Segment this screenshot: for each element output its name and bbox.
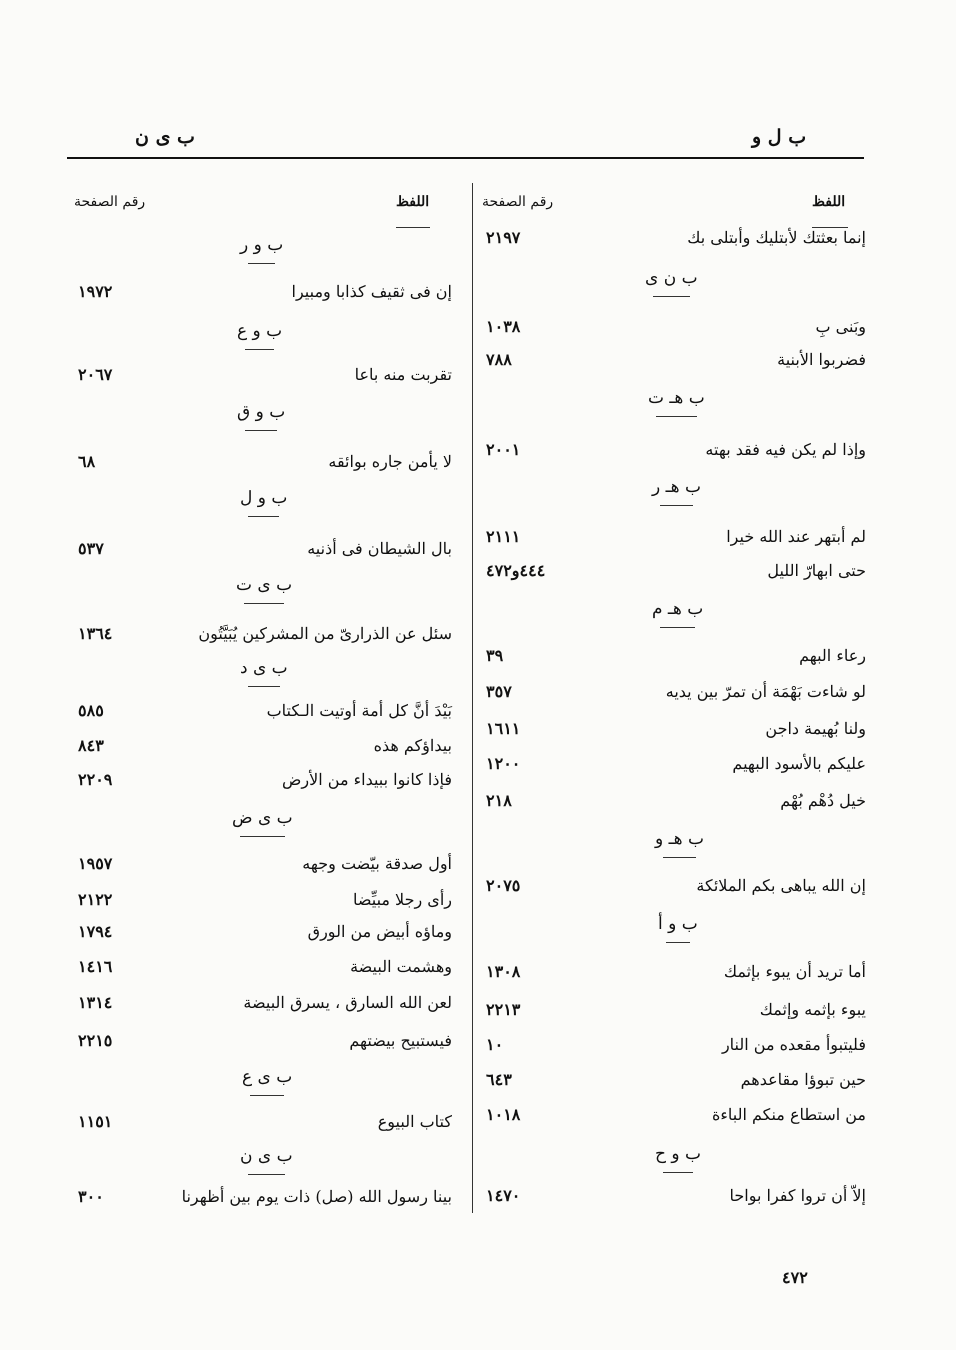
entry-word: حين تبوؤا مقاعدهم: [740, 1070, 866, 1089]
entry-page-number: ٢٠٠١: [486, 440, 521, 459]
entry-page-number: ٢٢٠٩: [78, 770, 113, 789]
entry-page-number: ٥٣٧: [78, 539, 104, 558]
column-divider: [472, 183, 473, 1213]
root-heading: ب و أ: [658, 914, 698, 934]
entry-page-number: ٢٠٧٥: [486, 876, 521, 895]
root-heading: ب ى ت: [236, 575, 293, 595]
root-heading: ب ن ى: [645, 268, 698, 288]
entry-word: رأى رجلا مبيِّضا: [352, 890, 452, 909]
entry-word: كتاب البيوع: [377, 1112, 452, 1131]
entry-page-number: ٧٨٨: [486, 350, 512, 369]
entry-page-number: ٣٥٧: [486, 682, 512, 701]
root-heading: ب ى ض: [232, 808, 293, 828]
entry-word: أما تريد أن يبوء بإثمك: [723, 962, 866, 981]
root-heading: ب و ل: [240, 488, 288, 508]
entry-page-number: ٦٨: [78, 452, 96, 471]
entry-page-number: ١٩٧٢: [78, 282, 113, 301]
entry-word: إلاّ أن تروا كفرا بواحا: [729, 1186, 866, 1205]
entry-page-number: ٨٤٣: [78, 736, 104, 755]
entry-word: سئل عن الذرارىّ من المشركين يُبَيَّتُون: [198, 624, 452, 643]
entry-word: حتى ابهارّ الليل: [767, 561, 866, 580]
root-heading: ب هـ م: [652, 599, 704, 619]
entry-page-number: ١٤٧٠: [486, 1186, 521, 1205]
entry-page-number: ١٣٦٤: [78, 624, 113, 643]
entry-word: خيل دُهْم بُهْم: [780, 791, 866, 810]
root-heading: ب ى ن: [240, 1146, 293, 1166]
entry-word: لعن الله السارق ، يسرق البيضة: [243, 993, 452, 1012]
entry-page-number: ١٧٩٤: [78, 922, 113, 941]
root-heading: ب ى ع: [242, 1067, 293, 1087]
root-heading: ب و ح: [655, 1144, 701, 1164]
entry-page-number: ٥٨٥: [78, 701, 104, 720]
entry-page-number: ٢١٩٧: [486, 228, 521, 247]
entry-word: يبوء بإثمه وإثمك: [759, 1000, 866, 1019]
entry-word: أول صدقة بيّضت وجهه: [302, 854, 452, 873]
right-word-header: اللفظ: [812, 194, 846, 210]
entry-page-number: ١٤١٦: [78, 957, 113, 976]
entry-word: بيداؤكم هذه: [373, 736, 452, 755]
root-heading: ب و ق: [237, 402, 286, 422]
entry-word: لم أبتهر عند الله خيرا: [726, 527, 866, 546]
entry-page-number: ٢٠٦٧: [78, 365, 113, 384]
header-left: ب ى ن: [135, 126, 195, 148]
entry-word: إن فى ثقيف كذابا ومبيرا: [291, 282, 452, 301]
entry-word: إنما بعثتك لأبتليك وأبتلى بك: [687, 228, 866, 247]
entry-page-number: ٦٤٣: [486, 1070, 512, 1089]
entry-page-number: ٣٠٠: [78, 1187, 104, 1206]
entry-page-number: ١٣٠٨: [486, 962, 521, 981]
entry-word: عليكم بالأسود البهيم: [732, 754, 866, 773]
entry-word: لا يأمن جاره بوائقه: [328, 452, 452, 471]
entry-word: بَيْدَ أنَّ كل أمة أوتيت الـكتاب: [266, 701, 452, 720]
entry-word: إن الله يباهى بكم الملائكة: [696, 876, 866, 895]
entry-page-number: ١٣١٤: [78, 993, 113, 1012]
root-heading: ب هـ ر: [652, 477, 701, 497]
entry-word: فيستبيح بيضتهم: [349, 1031, 452, 1050]
entry-word: وهشمت البيضة: [350, 957, 452, 976]
entry-page-number: ١٠: [486, 1035, 504, 1054]
entry-page-number: ١١٥١: [78, 1112, 113, 1131]
entry-page-number: ١٢٠٠: [486, 754, 521, 773]
entry-word: ولنا بُهيمة داجن: [765, 719, 866, 738]
entry-page-number: ٢١٢٢: [78, 890, 113, 909]
entry-word: لو شاءت بَهْمَة أن تمرّ بين يديه: [665, 682, 866, 701]
entry-page-number: ١٠٣٨: [486, 317, 521, 336]
entry-page-number: ٤٤٤و٤٧٢: [486, 561, 546, 580]
left-page-header: رقم الصفحة: [74, 194, 146, 210]
root-heading: ب و ع: [237, 321, 283, 341]
entry-word: بال الشيطان فى أذنيه: [307, 539, 452, 558]
left-word-header: اللفظ: [396, 194, 430, 210]
entry-word: وإذا لم يكن فيه فقد بهته: [705, 440, 866, 459]
right-page-header: رقم الصفحة: [482, 194, 554, 210]
root-heading: ب و ر: [240, 235, 284, 255]
root-heading: ب هـ ت: [648, 388, 705, 408]
left-word-header-underline: [396, 227, 430, 228]
header-rule: [67, 157, 864, 159]
entry-word: رعاء البهم: [799, 646, 866, 665]
page-number: ٤٧٢: [782, 1268, 808, 1287]
entry-word: فإذا كانوا ببيداء من الأرض: [282, 770, 452, 789]
entry-page-number: ٢٢١٥: [78, 1031, 113, 1050]
root-heading: ب ى د: [240, 658, 288, 678]
entry-word: فضربوا الأبنية: [777, 350, 866, 369]
entry-page-number: ٢١٨: [486, 791, 512, 810]
entry-word: وماؤه أبيض من الورق: [307, 922, 452, 941]
entry-page-number: ١٦١١: [486, 719, 521, 738]
header-right: ب ل و: [752, 126, 807, 148]
entry-page-number: ٢٢١٣: [486, 1000, 521, 1019]
entry-page-number: ١٠١٨: [486, 1105, 521, 1124]
entry-word: تقربت منه باعا: [354, 365, 452, 384]
entry-word: وبَنى بِ: [815, 317, 866, 336]
entry-page-number: ٢١١١: [486, 527, 521, 546]
root-heading: ب هـ و: [655, 829, 704, 849]
entry-page-number: ١٩٥٧: [78, 854, 113, 873]
entry-word: بينا رسول الله (صل) ذات يوم بين أظهرنا: [181, 1187, 452, 1206]
entry-word: فليتبوأ مقعده من النار: [721, 1035, 866, 1054]
entry-page-number: ٣٩: [486, 646, 504, 665]
entry-word: من استطاع منكم الباءة: [711, 1105, 866, 1124]
